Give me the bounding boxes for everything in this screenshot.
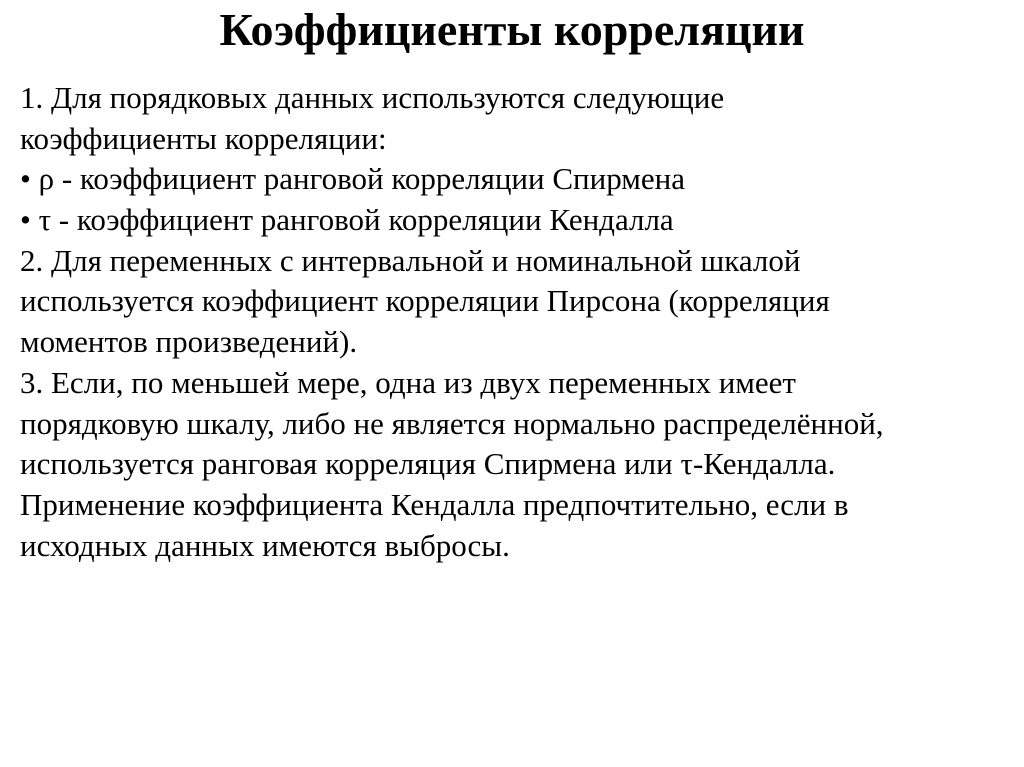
body-line-12: исходных данных имеются выбросы. <box>20 527 510 563</box>
body-line-8: 3. Если, по меньшей мере, одна из двух переменных имеет <box>20 364 796 400</box>
body-line-6: используется коэффициент корреляции Пирсона (корреляция <box>20 283 830 319</box>
bullet-kendall: • τ - коэффициент ранговой корреляции Кендалла <box>20 202 674 238</box>
bullet-spearman: • ρ - коэффициент ранговой корреляции Спирмена <box>20 161 685 197</box>
body-line-10: используется ранговая корреляция Спирмена или τ-Кендалла. <box>20 446 836 482</box>
body-line-1: 1. Для порядковых данных используются следующие <box>20 80 725 115</box>
body-line-11: Применение коэффициента Кендалла предпочтительно, если в <box>20 486 849 522</box>
slide-body <box>20 78 1010 566</box>
body-line-7: моментов произведений). <box>20 324 358 360</box>
slide-title: Коэффициенты корреляции <box>219 4 805 55</box>
body-line-2: коэффициенты корреляции: <box>20 120 387 156</box>
body-line-5: 2. Для переменных с интервальной и номинальной шкалой <box>20 242 801 278</box>
body-line-9: порядковую шкалу, либо не является нормально распределённой, <box>20 405 884 441</box>
